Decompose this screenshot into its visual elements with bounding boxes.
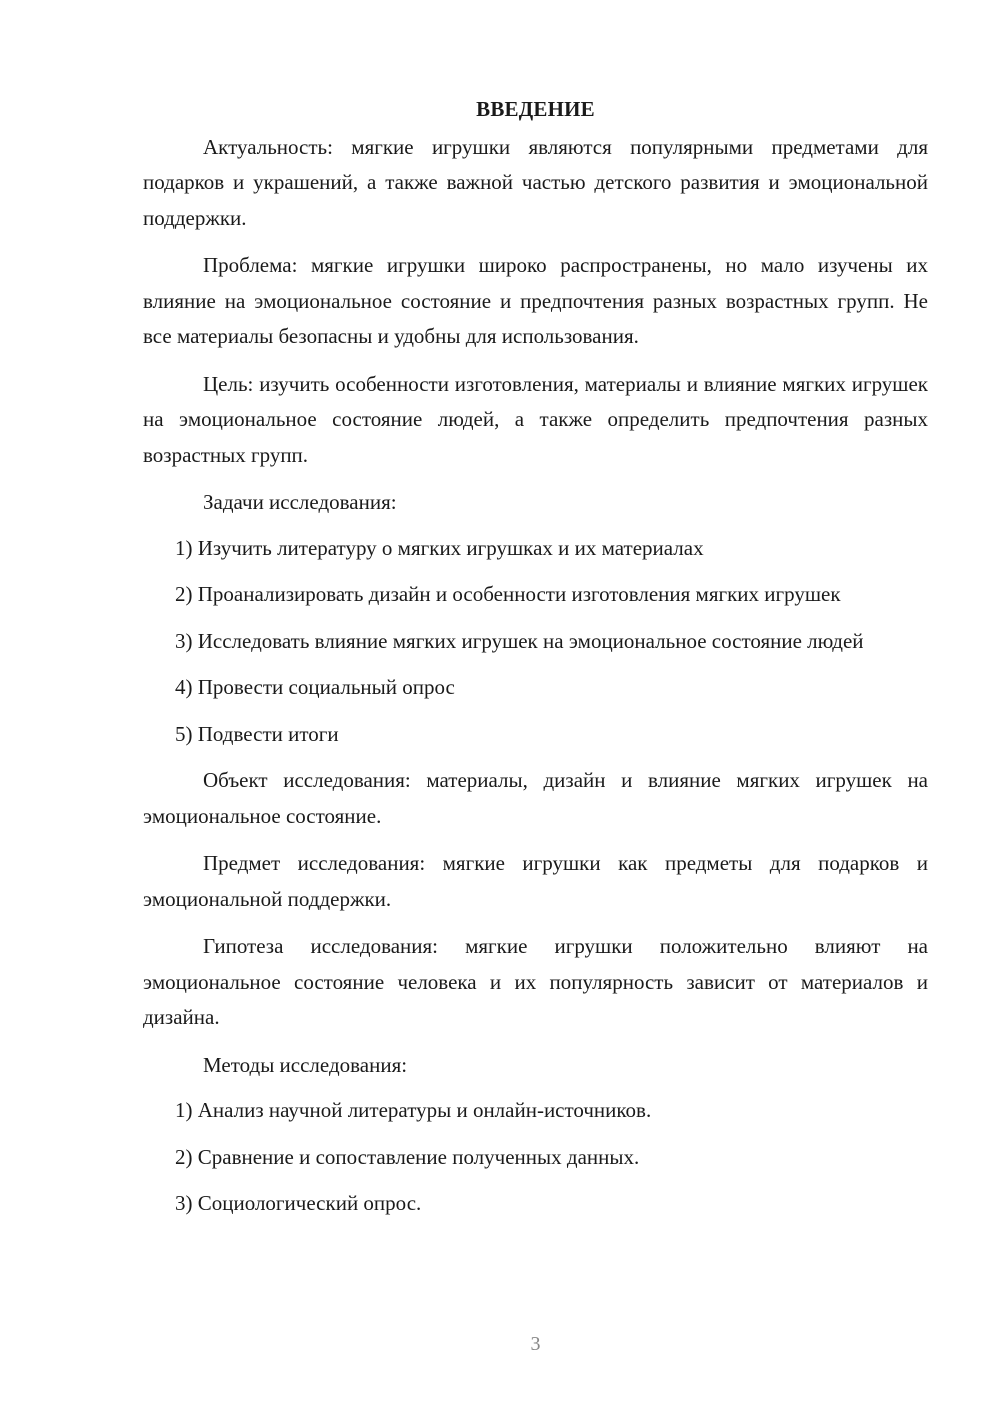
task-item: 1) Изучить литературу о мягких игрушках и их материалах	[175, 535, 704, 560]
method-item: 3) Социологический опрос.	[175, 1191, 422, 1215]
page-number: 3	[530, 1333, 541, 1355]
tasks-heading: Задачи исследования:	[203, 490, 397, 514]
page-title: ВВЕДЕНИЕ	[476, 97, 595, 121]
methods-heading: Методы исследования:	[203, 1052, 408, 1077]
task-item: 4) Провести социальный опрос	[175, 675, 455, 699]
task-item: 5) Подвести итоги	[175, 721, 339, 746]
goal-paragraph: Цель: изучить особенности изготовления, материалы и влияние мягких игрушек на эмоциональное состояние людей, а также определить предпочтения разных возрастных групп.	[143, 371, 928, 467]
hypothesis-paragraph: Гипотеза исследования: мягкие игрушки положительно влияют на эмоциональное состояние человека и их популярность зависит от материалов и дизайна.	[143, 934, 928, 1029]
task-item: 2) Проанализировать дизайн и особенности изготовления мягких игрушек	[175, 582, 841, 606]
document-page	[143, 92, 928, 1233]
method-item: 2) Сравнение и сопоставление полученных данных.	[175, 1144, 640, 1169]
problem-paragraph: Проблема: мягкие игрушки широко распространены, но мало изучены их влияние на эмоциональное состояние и предпочтения разных возрастных групп. Не все материалы безопасны и удобны для использования.	[143, 253, 928, 348]
object-paragraph: Объект исследования: материалы, дизайн и влияние мягких игрушек на эмоциональное состояние.	[143, 768, 928, 828]
relevance-paragraph: Актуальность: мягкие игрушки являются популярными предметами для подарков и украшений, а также важной частью детского развития и эмоциональной поддержки.	[143, 134, 928, 230]
subject-paragraph: Предмет исследования: мягкие игрушки как предметы для подарков и эмоциональной поддержки.	[143, 851, 928, 911]
method-item: 1) Анализ научной литературы и онлайн-источников.	[175, 1098, 652, 1122]
task-item: 3) Исследовать влияние мягких игрушек на эмоциональное состояние людей	[175, 628, 864, 653]
